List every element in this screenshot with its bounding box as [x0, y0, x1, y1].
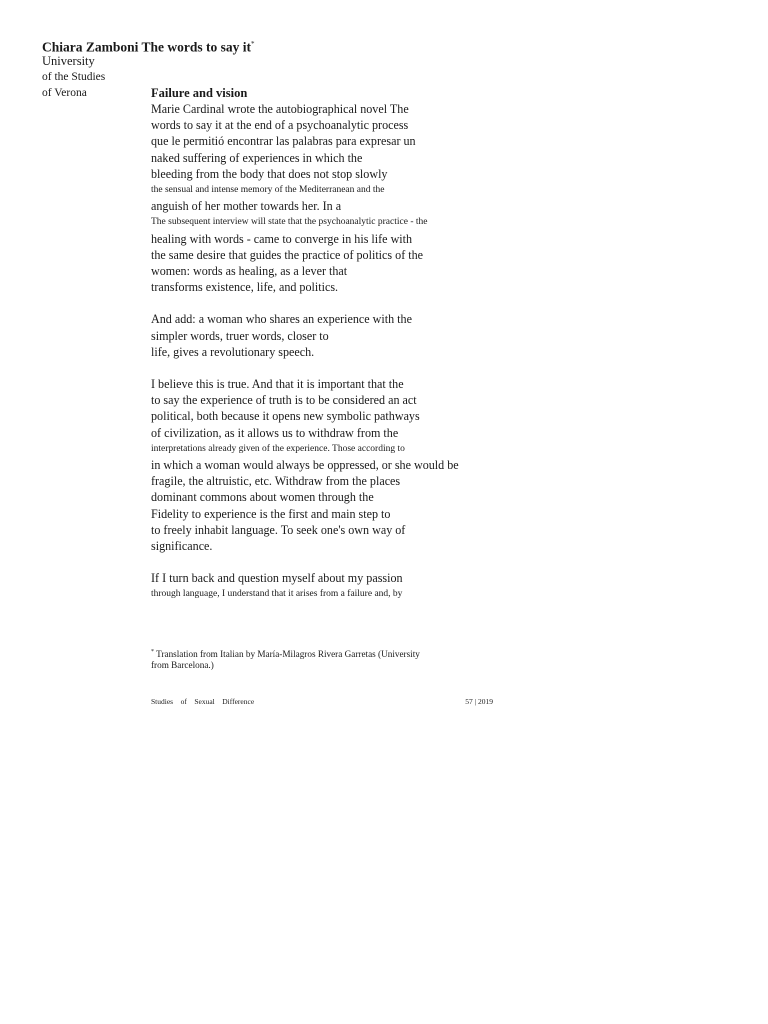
author-and-title: Chiara Zamboni The words to say it [42, 39, 252, 55]
text-line: anguish of her mother towards her. In a [151, 199, 342, 214]
title-footnote-marker: * [251, 40, 255, 48]
page-footer [151, 697, 493, 706]
text-line: to say the experience of truth is to be considered an act [151, 393, 417, 408]
journal-name: Studies of Sexual Difference [151, 697, 255, 706]
text-line: And add: a woman who shares an experience with the [151, 312, 412, 327]
text-line: bleeding from the body that does not stop slowly [151, 166, 388, 181]
text-line: If I turn back and question myself about my passion [151, 571, 403, 586]
paragraph [151, 311, 471, 360]
footnote-line-1 [151, 647, 451, 660]
paragraph [151, 376, 471, 554]
text-line: in which a woman would always be oppressed, or she would be [151, 458, 459, 473]
text-line: Fidelity to experience is the first and main step to [151, 506, 391, 521]
text-line: healing with words - came to converge in his life with [151, 231, 413, 246]
footnote [151, 647, 451, 671]
text-line: of civilization, as it allows us to withdraw from the [151, 425, 399, 440]
page-number: 57 | 2019 [465, 697, 493, 706]
text-line: through language, I understand that it arises from a failure and, by [151, 589, 403, 600]
paragraph-gap [151, 360, 471, 376]
text-line: que le permitió encontrar las palabras para expresar un [151, 134, 416, 149]
author-affiliation [42, 53, 142, 101]
text-line: fragile, the altruistic, etc. Withdraw from the places [151, 474, 401, 489]
main-text-column [151, 85, 471, 603]
text-line: transforms existence, life, and politics. [151, 280, 339, 295]
body-text [151, 101, 471, 603]
text-line: political, both because it opens new symbolic pathways [151, 409, 420, 424]
text-line: Marie Cardinal wrote the autobiographical novel The [151, 102, 409, 116]
text-line: interpretations already given of the experience. Those according to [151, 443, 405, 454]
text-line: I believe this is true. And that it is important that the [151, 377, 404, 392]
text-line: naked suffering of experiences in which the [151, 150, 363, 165]
affiliation-line-1: University [42, 54, 95, 68]
footnote-line-2: from Barcelona.) [151, 660, 214, 671]
text-line: life, gives a revolutionary speech. [151, 344, 315, 359]
text-line: words to say it at the end of a psychoanalytic process [151, 118, 409, 133]
affiliation-line-2: of the Studies [42, 71, 106, 83]
section-heading: Failure and vision [151, 86, 248, 100]
text-line: to freely inhabit language. To seek one's own way of [151, 522, 406, 537]
paragraph-gap [151, 295, 471, 311]
text-line: significance. [151, 539, 213, 554]
footnote-text-1: Translation from Italian by María-Milagros Rivera Garretas (University [156, 649, 420, 660]
text-line: the sensual and intense memory of the Mediterranean and the [151, 185, 385, 196]
paragraph [151, 101, 471, 295]
text-line: The subsequent interview will state that the psychoanalytic practice - the [151, 217, 428, 228]
paragraph [151, 570, 471, 602]
footnote-marker: * [151, 649, 154, 655]
text-line: dominant commons about women through the [151, 490, 374, 505]
text-line: women: words as healing, as a lever that [151, 264, 348, 279]
text-line: the same desire that guides the practice of politics of the [151, 247, 424, 262]
paragraph-gap [151, 554, 471, 570]
affiliation-line-3: of Verona [42, 87, 87, 99]
text-line: simpler words, truer words, closer to [151, 328, 329, 343]
